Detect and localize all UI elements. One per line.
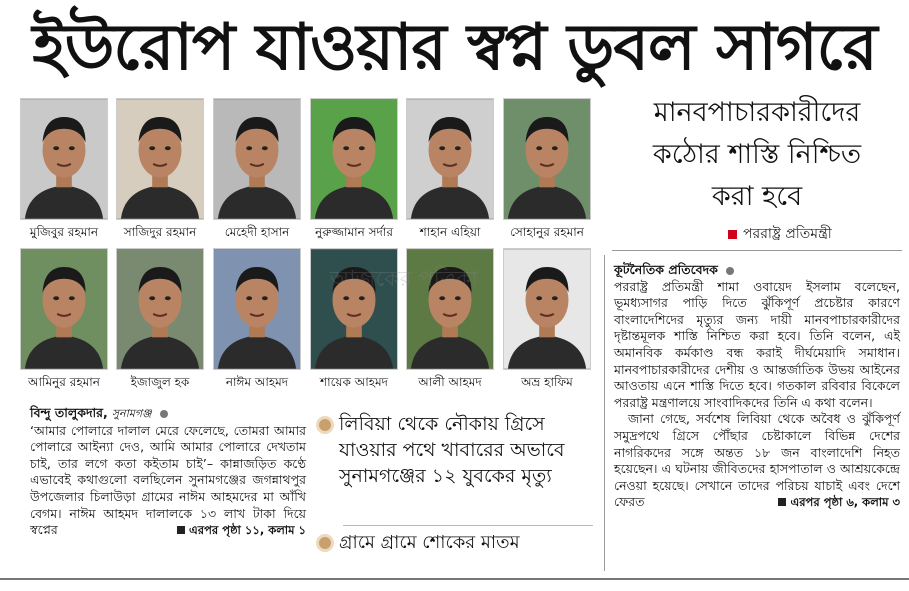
bottom-rule bbox=[0, 578, 909, 580]
portrait-photo bbox=[116, 98, 204, 220]
middle-subline: গ্রামে গ্রামে শোকের মাতম bbox=[339, 532, 520, 553]
portrait-photo bbox=[310, 98, 398, 220]
bullet-icon bbox=[160, 410, 168, 418]
portrait-photo bbox=[213, 248, 301, 370]
left-story bbox=[30, 405, 306, 539]
story-body: ‘আমার পোলারে দালাল মেরে ফেলেছে, তোমরা আমার পোলারে আইন্যা দেও, আমি আমার পোলারে দেখতাম চাই, তার লগে কতা কইতাম চাই’– কান্নাজড়িত কণ্ঠে এভাবেই কথাগুলো বলছিলেন সুনামগঞ্জের জগন্নাথপুর উপজেলার চিলাউড়া গ্রামের নাঈম আহমদের মা আঁখি বেগম। নাঈম আহমদ দালালকে ১৩ লাখ টাকা দিয়ে স্বপ্নের bbox=[30, 422, 306, 538]
portrait-photo bbox=[20, 248, 108, 370]
story-paragraph: জানা গেছে, সর্বশেষ লিবিয়া থেকে অবৈধ ও ঝুঁকিপূর্ণ সমুদ্রপথে গ্রিসে পৌঁছার চেষ্টাকালে বিভিন্ন দেশের নাগরিকদের সঙ্গে অন্তত ১৮ জন বাংলাদেশি নিহত হয়েছেন। এ ঘটনায় জীবিতদের হাসপাতাল ও আশ্রয়কেন্দ্রে নেওয়া হয়েছে। সেখানে তাদের পরিচয় যাচাই এবং দেশে ফেরত bbox=[614, 411, 900, 510]
middle-headline: লিবিয়া থেকে নৌকায় গ্রিসে যাওয়ার পথে খাবারের অভাবে সুনামগঞ্জের ১২ যুবকের মৃত্যু bbox=[339, 413, 565, 487]
photo-caption: শায়েক আহমদ bbox=[320, 375, 388, 389]
story-paragraph: পররাষ্ট্র প্রতিমন্ত্রী শামা ওবায়েদ ইসলাম বলেছেন, ভূমধ্যসাগর পাড়ি দিতে ঝুঁকিপূর্ণ প্রচেষ্টার কারণে বাংলাদেশিদের মৃত্যুর জন্য দায়ী মানবপাচারকারীদের দৃষ্টান্তমূলক শাস্তি নিশ্চিত করা হবে। তিনি বলেন, এই অমানবিক কর্মকাণ্ড বন্ধ করাই দীর্ঘমেয়াদি সমাধান। মানবপাচারকারীদের দেশীয় ও আন্তর্জাতিক উভয় আইনের আওতায় এনে শাস্তি দিতে হবে। গতকাল রবিবার বিকেলে পররাষ্ট্র মন্ত্রণালয়ে সাংবাদিকদের তিনি এ কথা বলেন। bbox=[614, 278, 900, 410]
subhead-line: মানবপাচারকারীদের bbox=[653, 97, 861, 128]
subhead-attribution: পররাষ্ট্র প্রতিমন্ত্রী bbox=[728, 222, 832, 246]
ornament-dot-icon bbox=[319, 537, 331, 549]
photo-caption: নাঈম আহমদ bbox=[225, 375, 289, 389]
square-icon bbox=[177, 526, 185, 534]
middle-divider bbox=[343, 525, 593, 526]
portrait-photo bbox=[20, 98, 108, 220]
byline: কূটনৈতিক প্রতিবেদক bbox=[614, 262, 718, 277]
portrait-photo bbox=[116, 248, 204, 370]
photo-caption: সাজিদুর রহমান bbox=[123, 225, 197, 239]
subhead bbox=[612, 92, 902, 218]
photo-caption: আমিনুর রহমান bbox=[28, 375, 100, 389]
byline: বিন্দু তালুকদার, bbox=[30, 405, 108, 420]
portrait-photo bbox=[503, 248, 591, 370]
ornament-dot-icon bbox=[319, 419, 331, 431]
bullet-icon bbox=[726, 267, 734, 275]
portrait-photo bbox=[406, 98, 494, 220]
photo-caption: সোহানুর রহমান bbox=[510, 225, 584, 239]
subhead-line: কঠোর শাস্তি নিশ্চিত bbox=[652, 139, 862, 170]
middle-block bbox=[313, 407, 599, 565]
photo-caption: আলী আহমদ bbox=[418, 375, 482, 389]
right-story bbox=[614, 262, 900, 511]
column-rule bbox=[604, 255, 605, 571]
photo-caption: নুরুজ্জামান সর্দার bbox=[315, 225, 393, 239]
jump-link[interactable]: এরপর পৃষ্ঠা ৬, কলাম ৩ bbox=[778, 494, 900, 511]
photo-caption: ইজাজুল হক bbox=[130, 375, 190, 389]
photo-caption: মুজিবুর রহমান bbox=[29, 225, 99, 239]
red-square-icon bbox=[728, 230, 737, 239]
photo-caption: মেহেদী হাসান bbox=[224, 225, 290, 239]
photo-caption: শাহান এহিয়া bbox=[419, 225, 481, 239]
subhead-line: করা হবে bbox=[711, 181, 803, 212]
portrait-photo bbox=[503, 98, 591, 220]
portrait-photo bbox=[213, 98, 301, 220]
headline: ইউরোপ যাওয়ার স্বপ্ন ডুবল সাগরে bbox=[32, 11, 877, 85]
section-rule bbox=[612, 250, 902, 251]
watermark-text: আজকের পত্রিকা bbox=[330, 267, 478, 292]
photo-caption: অভ্র হাফিম bbox=[521, 375, 573, 389]
square-icon bbox=[778, 498, 786, 506]
jump-link[interactable]: এরপর পৃষ্ঠা ১১, কলাম ১ bbox=[177, 522, 306, 539]
byline-place: সুনামগঞ্জ bbox=[111, 407, 152, 420]
